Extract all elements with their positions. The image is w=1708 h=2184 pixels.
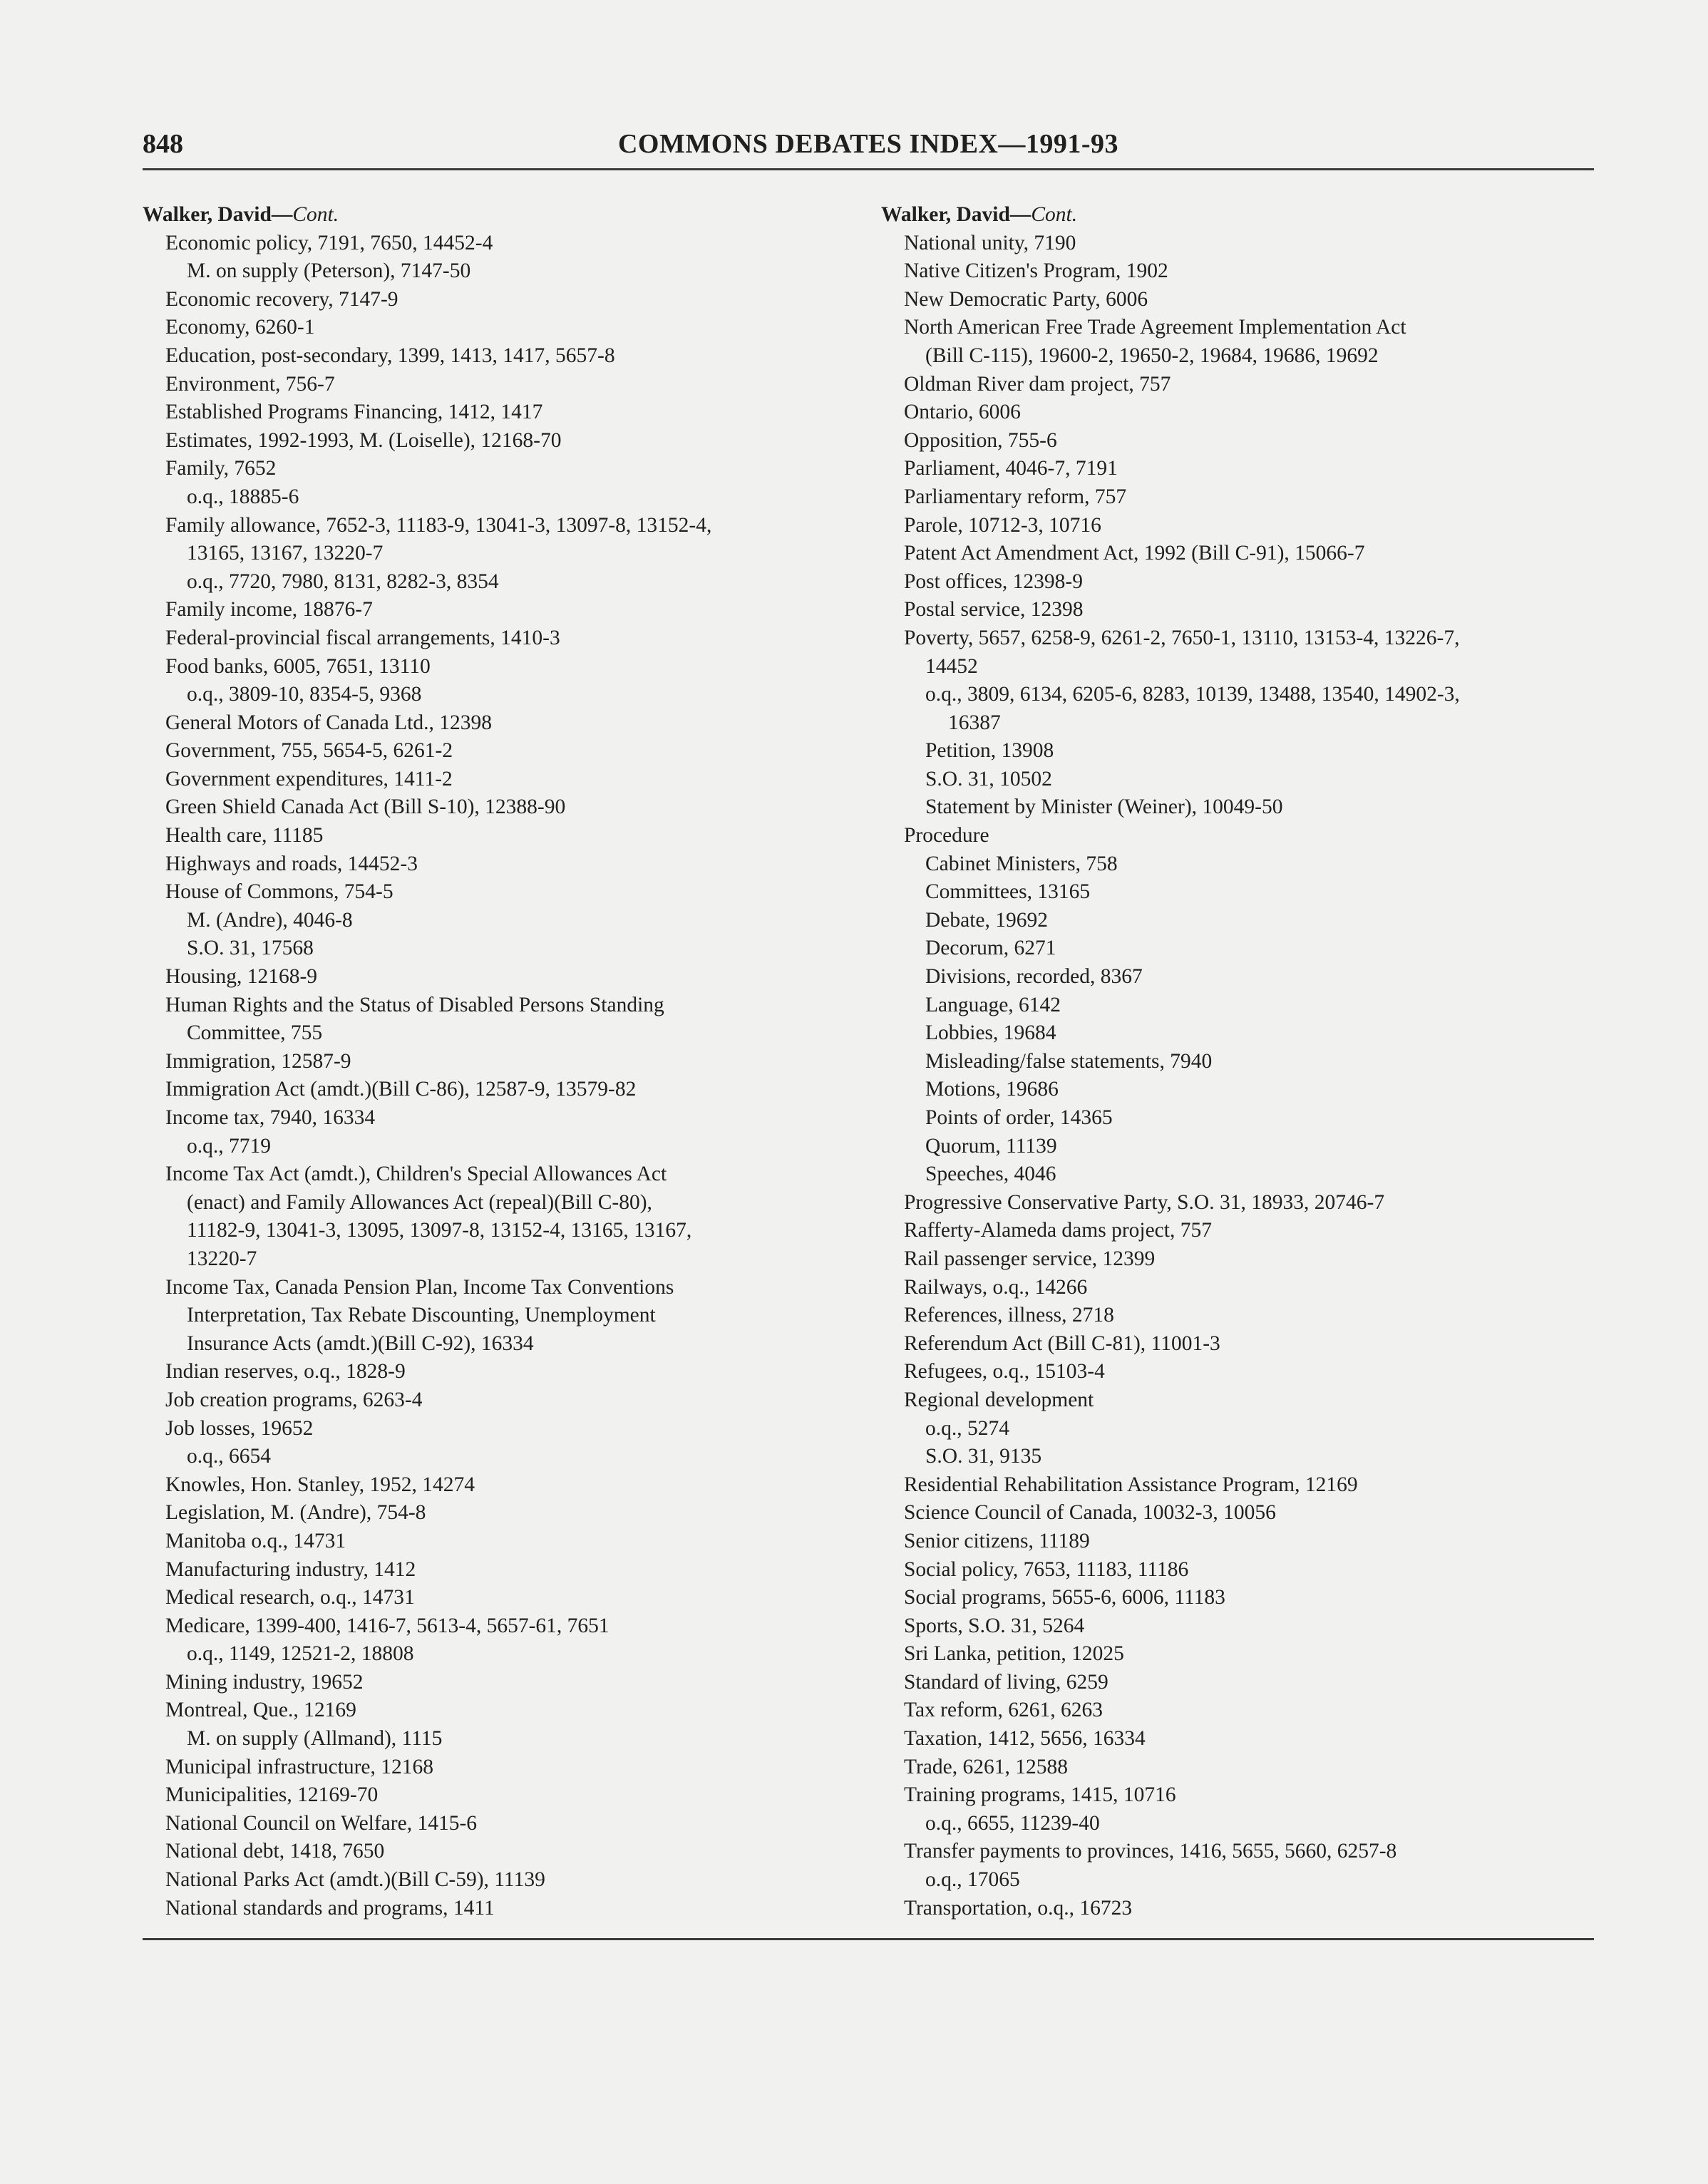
entry-line: Postal service, 12398 [904,598,1084,622]
index-subentry [881,963,1594,991]
index-subentry [881,934,1594,963]
index-subentry [881,1160,1594,1189]
index-entry [143,371,827,399]
entry-line: Motions, 19686 [925,1078,1059,1101]
index-entry [881,455,1594,483]
entry-line: 13220-7 [187,1247,257,1270]
index-entry [143,1584,827,1612]
right-column [881,201,1594,1922]
index-entry [881,1189,1594,1217]
index-subentry [881,991,1594,1020]
entry-line: Municipalities, 12169-70 [165,1783,379,1807]
index-entry [881,314,1594,370]
entry-line: New Democratic Party, 6006 [904,287,1148,311]
entry-line: Post offices, 12398-9 [904,570,1084,593]
index-subentry [881,1415,1594,1443]
index-entry [881,371,1594,399]
entry-line: Points of order, 14365 [925,1106,1113,1129]
index-entry [143,1781,827,1810]
index-entry [143,1753,827,1782]
entry-line: Parliamentary reform, 757 [904,485,1127,508]
left-column [143,201,827,1922]
index-entry [881,540,1594,568]
index-subentry [881,1019,1594,1048]
index-subentry [143,483,827,512]
entry-line: Income Tax Act (amdt.), Children's Special Allowances Act [165,1163,667,1186]
entry-line: Procedure [904,824,989,848]
entry-line: Insurance Acts (amdt.)(Bill C-92), 16334 [187,1331,534,1355]
index-entry [881,257,1594,286]
entry-line: o.q., 6655, 11239-40 [925,1811,1100,1835]
entry-line: Oldman River dam project, 757 [904,372,1171,396]
index-subentry [881,793,1594,822]
running-title: COMMONS DEBATES INDEX—1991-93 [617,129,1119,159]
entry-line: Health care, 11185 [165,824,324,848]
index-subentry [143,257,827,286]
index-entry [143,1048,827,1076]
entry-line: 14452 [925,654,978,678]
entry-line: Cabinet Ministers, 758 [925,852,1118,875]
entry-line: Manufacturing industry, 1412 [165,1557,416,1581]
index-entry [881,1753,1594,1782]
entry-line: North American Free Trade Agreement Implementation Act [904,316,1406,339]
entry-line: Job creation programs, 6263-4 [165,1388,423,1411]
entry-line: (enact) and Family Allowances Act (repeal)(Bill C-80), [187,1190,652,1214]
entry-line: National standards and programs, 1411 [165,1896,495,1920]
index-subentry [881,681,1594,737]
index-entry [143,822,827,850]
entry-line: M. (Andre), 4046-8 [187,908,353,932]
index-entry [881,1386,1594,1415]
index-entry [881,1612,1594,1641]
entry-line: Statement by Minister (Weiner), 10049-50 [925,795,1283,819]
index-entry [143,1076,827,1104]
entry-line: S.O. 31, 9135 [925,1445,1042,1468]
entry-line: Trade, 6261, 12588 [904,1755,1068,1778]
index-subentry [143,1640,827,1669]
entry-line: Food banks, 6005, 7651, 13110 [165,654,431,678]
entry-line: Patent Act Amendment Act, 1992 (Bill C-91), 15066-7 [904,542,1365,565]
footer-rule [143,1938,1594,1940]
entry-line: Economic recovery, 7147-9 [165,287,398,311]
entry-line: o.q., 3809, 6134, 6205-6, 8283, 10139, 13488, 13540, 14902-3, [925,683,1460,706]
index-entry [881,1528,1594,1556]
index-entry [881,1556,1594,1585]
index-entry [881,512,1594,540]
index-entry [881,1217,1594,1245]
index-entry [143,286,827,314]
entry-line: o.q., 17065 [925,1868,1020,1892]
entry-line: Municipal infrastructure, 12168 [165,1755,434,1778]
entry-line: Medical research, o.q., 14731 [165,1586,415,1609]
entry-line: Mining industry, 19652 [165,1670,364,1694]
entry-line: Rail passenger service, 12399 [904,1247,1156,1270]
index-subentry [881,850,1594,879]
header-rule [143,168,1594,170]
entry-line: Lobbies, 19684 [925,1021,1056,1045]
entry-line: Language, 6142 [925,993,1061,1016]
index-entry [881,1781,1594,1810]
index-entry [143,1895,827,1923]
entry-line: Senior citizens, 11189 [904,1529,1090,1552]
index-entry [143,624,827,653]
index-subentry [881,1104,1594,1133]
index-entry [143,398,827,427]
entry-line: General Motors of Canada Ltd., 12398 [165,711,492,734]
index-entry [881,1358,1594,1386]
index-entry [143,709,827,738]
entry-line: 11182-9, 13041-3, 13095, 13097-8, 13152-4, 13165, 13167, [187,1219,692,1242]
index-subentry [881,737,1594,766]
entry-line: National debt, 1418, 7650 [165,1840,385,1863]
index-subentry [143,1443,827,1471]
entry-line: M. on supply (Peterson), 7147-50 [187,259,471,283]
index-entry [143,512,827,568]
entry-line: Referendum Act (Bill C-81), 11001-3 [904,1331,1220,1355]
entry-line: o.q., 1149, 12521-2, 18808 [187,1642,414,1666]
index-entry [143,230,827,258]
index-entry [143,1471,827,1500]
entry-line: Opposition, 755-6 [904,428,1057,452]
entry-line: Regional development [904,1388,1094,1411]
index-entry [143,850,827,879]
index-entry [881,427,1594,455]
entry-line: Quorum, 11139 [925,1134,1057,1158]
index-entry [881,1245,1594,1274]
entry-line: Decorum, 6271 [925,937,1056,960]
entry-line: 13165, 13167, 13220-7 [187,542,384,565]
index-entry [881,1895,1594,1923]
entry-line: Science Council of Canada, 10032-3, 10056 [904,1501,1276,1525]
column-heading [143,201,827,230]
entry-line: Railways, o.q., 14266 [904,1275,1088,1299]
index-entry [881,398,1594,427]
index-entry [881,1499,1594,1528]
entry-line: o.q., 3809-10, 8354-5, 9368 [187,683,422,706]
index-entry [881,1669,1594,1697]
entry-line: National unity, 7190 [904,231,1076,254]
entry-line: Progressive Conservative Party, S.O. 31, 18933, 20746-7 [904,1190,1385,1214]
entry-line: National Council on Welfare, 1415-6 [165,1811,478,1835]
entry-line: Government expenditures, 1411-2 [165,767,453,790]
index-entry [881,568,1594,597]
page-header [143,123,1594,165]
entry-line: Transfer payments to provinces, 1416, 5655, 5660, 6257-8 [904,1840,1397,1863]
index-entry [143,1696,827,1725]
entry-line: Legislation, M. (Andre), 754-8 [165,1501,426,1525]
entry-line: Environment, 756-7 [165,372,335,396]
entry-line: Family income, 18876-7 [165,598,373,622]
index-subentry [143,934,827,963]
entry-line: Divisions, recorded, 8367 [925,965,1143,989]
index-entry [881,596,1594,624]
index-subentry [143,1133,827,1161]
index-entry [881,286,1594,314]
entry-line: Sri Lanka, petition, 12025 [904,1642,1124,1666]
entry-line: Misleading/false statements, 7940 [925,1049,1213,1073]
entry-line: Petition, 13908 [925,739,1054,763]
index-entry [881,1725,1594,1753]
entry-line: (Bill C-115), 19600-2, 19650-2, 19684, 19686, 19692 [925,344,1379,367]
entry-line: Highways and roads, 14452-3 [165,852,418,875]
index-subentry [881,907,1594,935]
entry-line: Income tax, 7940, 16334 [165,1106,376,1129]
index-subentry [881,1133,1594,1161]
entry-line: o.q., 6654 [187,1445,271,1468]
entry-line: Medicare, 1399-400, 1416-7, 5613-4, 5657-61, 7651 [165,1614,609,1637]
entry-line: National Parks Act (amdt.)(Bill C-59), 11139 [165,1868,545,1892]
entry-line: Human Rights and the Status of Disabled Persons Standing [165,993,664,1016]
index-entry [881,1838,1594,1866]
index-entry [881,822,1594,850]
heading-name: Walker, David— [881,203,1032,226]
entry-line: M. on supply (Allmand), 1115 [187,1727,443,1751]
index-entry [143,766,827,794]
index-entry [881,1330,1594,1359]
entry-line: References, illness, 2718 [904,1304,1114,1327]
index-subentry [881,766,1594,794]
index-entry [143,596,827,624]
index-entry [143,314,827,342]
index-entry [143,1528,827,1556]
entry-line: o.q., 5274 [925,1416,1009,1440]
entry-line: Ontario, 6006 [904,401,1021,424]
index-subentry [143,1725,827,1753]
index-entry [143,963,827,991]
index-subentry [881,1810,1594,1838]
index-entry [143,1810,827,1838]
entry-line: Indian reserves, o.q., 1828-9 [165,1360,406,1384]
heading-cont: Cont. [292,203,339,226]
entry-line: Government, 755, 5654-5, 6261-2 [165,739,453,763]
entry-line: Parole, 10712-3, 10716 [904,513,1101,537]
entry-line: Housing, 12168-9 [165,965,318,989]
entry-line: Immigration Act (amdt.)(Bill C-86), 12587-9, 13579-82 [165,1078,637,1101]
index-entry [143,737,827,766]
entry-line: Montreal, Que., 12169 [165,1699,356,1722]
index-entry [881,1274,1594,1302]
entry-line: Family allowance, 7652-3, 11183-9, 13041-3, 13097-8, 13152-4, [165,513,712,537]
heading-name: Walker, David— [143,203,293,226]
entry-line: Federal-provincial fiscal arrangements, 1410-3 [165,626,560,649]
entry-line: Family, 7652 [165,457,277,480]
page-number: 848 [143,129,183,159]
index-entry [143,1274,827,1359]
index-subentry [881,1076,1594,1104]
column-heading [881,201,1594,230]
index-entry [143,1499,827,1528]
entry-line: Income Tax, Canada Pension Plan, Income Tax Conventions [165,1275,674,1299]
index-subentry [881,1443,1594,1471]
index-entry [143,342,827,371]
index-entry [143,878,827,907]
entry-line: Estimates, 1992-1993, M. (Loiselle), 12168-70 [165,428,562,452]
index-entry [143,1415,827,1443]
entry-line: House of Commons, 754-5 [165,880,393,904]
entry-line: Education, post-secondary, 1399, 1413, 1417, 5657-8 [165,344,615,367]
entry-line: Residential Rehabilitation Assistance Program, 12169 [904,1473,1358,1496]
index-entry [143,1358,827,1386]
index-entry [143,455,827,483]
entry-line: Parliament, 4046-7, 7191 [904,457,1118,480]
entry-line: Transportation, o.q., 16723 [904,1896,1133,1920]
entry-line: Social policy, 7653, 11183, 11186 [904,1557,1189,1581]
index-entry [881,1471,1594,1500]
entry-line: Immigration, 12587-9 [165,1049,351,1073]
entry-line: Social programs, 5655-6, 6006, 11183 [904,1586,1225,1609]
index-entry [143,1669,827,1697]
index-entry [143,427,827,455]
entry-line: Knowles, Hon. Stanley, 1952, 14274 [165,1473,475,1496]
index-entry [881,1696,1594,1725]
index-entry [143,1612,827,1641]
entry-line: Poverty, 5657, 6258-9, 6261-2, 7650-1, 13110, 13153-4, 13226-7, [904,626,1460,649]
index-entry [143,991,827,1048]
index-entry [143,1838,827,1866]
entry-line: Manitoba o.q., 14731 [165,1529,346,1552]
entry-line: Standard of living, 6259 [904,1670,1108,1694]
entry-line: o.q., 18885-6 [187,485,299,508]
index-entry [881,1302,1594,1330]
index-entry [881,624,1594,681]
entry-line: Economy, 6260-1 [165,316,315,339]
index-entry [143,1556,827,1585]
index-entry [143,653,827,681]
index-entry [143,1160,827,1273]
entry-line: o.q., 7719 [187,1134,271,1158]
entry-line: o.q., 7720, 7980, 8131, 8282-3, 8354 [187,570,499,593]
entry-line: Committee, 755 [187,1021,323,1045]
entry-line: S.O. 31, 10502 [925,767,1052,790]
index-entry [143,1104,827,1133]
entry-line: Rafferty-Alameda dams project, 757 [904,1219,1212,1242]
entry-line: 16387 [948,711,1001,734]
index-subentry [143,907,827,935]
entry-line: Tax reform, 6261, 6263 [904,1699,1103,1722]
entry-line: Training programs, 1415, 10716 [904,1783,1176,1807]
entry-line: S.O. 31, 17568 [187,937,314,960]
index-entry [143,793,827,822]
entry-line: Green Shield Canada Act (Bill S-10), 12388-90 [165,795,566,819]
index-entry [143,1866,827,1895]
entry-line: Refugees, o.q., 15103-4 [904,1360,1105,1384]
index-entry [881,230,1594,258]
index-entry [881,483,1594,512]
index-subentry [143,568,827,597]
entry-line: Native Citizen's Program, 1902 [904,259,1168,283]
entry-line: Taxation, 1412, 5656, 16334 [904,1727,1146,1751]
entry-line: Economic policy, 7191, 7650, 14452-4 [165,231,493,254]
entry-line: Debate, 19692 [925,908,1049,932]
index-entry [881,1640,1594,1669]
entry-line: Interpretation, Tax Rebate Discounting, Unemployment [187,1304,656,1327]
index-entry [881,1584,1594,1612]
index-subentry [143,681,827,709]
entry-line: Established Programs Financing, 1412, 1417 [165,401,543,424]
index-subentry [881,1866,1594,1895]
entry-line: Sports, S.O. 31, 5264 [904,1614,1085,1637]
entry-line: Committees, 13165 [925,880,1091,904]
index-subentry [881,878,1594,907]
index-entry [143,1386,827,1415]
heading-cont: Cont. [1031,203,1078,226]
index-subentry [881,1048,1594,1076]
entry-line: Speeches, 4046 [925,1163,1056,1186]
entry-line: Job losses, 19652 [165,1416,314,1440]
